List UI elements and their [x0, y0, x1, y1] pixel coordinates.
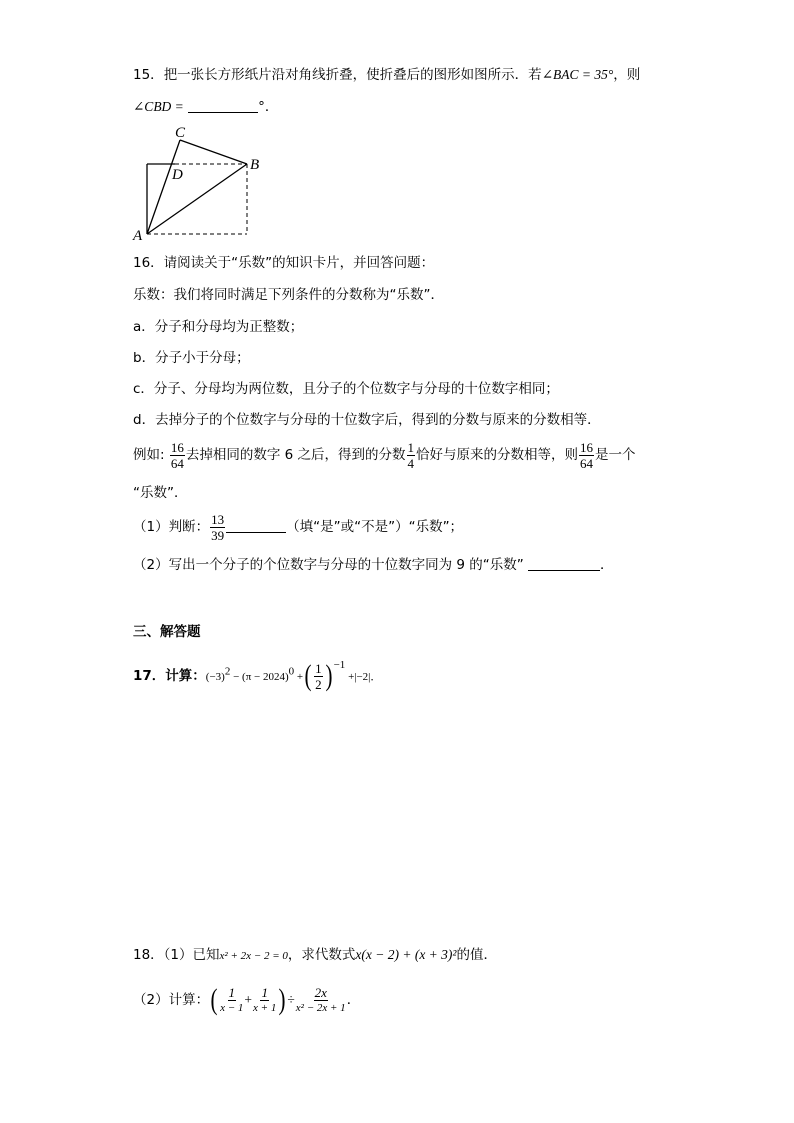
fraction-13-39: [210, 512, 225, 543]
q15-ask: ∠CBD =: [133, 99, 184, 114]
q16-cond-c: c．分子、分母均为两位数，且分子的个位数字与分母的十位数字相同；: [133, 381, 559, 397]
q17-exp-a: 2: [224, 665, 231, 678]
part1-suffix: （填“是”或“不是”）“乐数”；: [286, 519, 464, 535]
right-paren: ): [325, 659, 333, 692]
q16-example: [133, 438, 636, 472]
q18-p2-prefix: （2）计算：: [133, 992, 210, 1008]
fraction-16-64-b: [579, 440, 594, 471]
q17-exp-b: 0: [288, 665, 295, 678]
plus-sign: +: [244, 992, 253, 1007]
frac-den: x + 1: [253, 1001, 277, 1014]
q15-line1: [133, 66, 640, 84]
q18-p1-mid: ，求代数式: [287, 947, 356, 963]
example-end: 是一个: [595, 447, 636, 463]
label-B: B: [250, 157, 260, 173]
q15-condition: ∠BAC = 35°: [541, 67, 614, 82]
q17: [133, 648, 381, 694]
q16-part1: [133, 510, 463, 544]
example-mid: 去掉相同的数字 6 之后，得到的分数: [185, 447, 406, 463]
q15-degree: °．: [258, 99, 279, 115]
frac-num: 1: [261, 984, 268, 1000]
frac-den: 64: [170, 455, 184, 471]
frac-num: 1: [407, 439, 415, 455]
segment-CB: [180, 140, 247, 164]
q18-p1-end: 的值．: [456, 947, 497, 963]
right-paren: ): [278, 983, 286, 1016]
frac-num: 1: [315, 660, 322, 676]
part2-end: ．: [600, 557, 614, 573]
q16-example-end2: “乐数”．: [133, 485, 188, 501]
frac-num: 16: [580, 439, 594, 455]
segment-AC: [147, 140, 180, 234]
q17-exp-c: −1: [333, 659, 346, 671]
q15-figure: [132, 124, 267, 242]
q17-plus: +: [294, 671, 304, 683]
q16-definition: 乐数：我们将同时满足下列条件的分数称为“乐数”．: [133, 287, 444, 303]
part2-answer-blank[interactable]: [528, 556, 600, 571]
fraction-1-4: [407, 440, 416, 471]
q17-expr-a: (−3): [205, 671, 225, 683]
fraction-1-over-x-plus-1: [253, 985, 276, 1016]
q15-text: 把一张长方形纸片沿对角线折叠，使折叠后的图形如图所示．若: [163, 67, 542, 83]
left-paren: (: [304, 659, 312, 692]
q17-tail: +|−2|．: [345, 671, 382, 683]
q18-part2: [133, 980, 360, 1020]
frac-den: 2: [315, 676, 322, 692]
q15-number: 15．: [133, 67, 164, 83]
section-title: 三、解答题: [133, 624, 201, 640]
q18-part1: [133, 946, 497, 965]
q18-p1-expr: x(x − 2) + (x + 3)²: [355, 947, 457, 962]
part1-prefix: （1）判断：: [133, 519, 210, 535]
q17-expr-b: − (π − 2024): [230, 671, 289, 683]
left-paren: (: [210, 983, 218, 1016]
frac-num: 2x: [314, 984, 327, 1000]
q18-p2-end: ．: [346, 992, 361, 1008]
frac-num: 1: [228, 984, 235, 1000]
q16-part2: [133, 556, 614, 574]
q16-cond-a: a．分子和分母均为正整数；: [133, 319, 304, 335]
q18-p1-cond: x² + 2x − 2 = 0: [219, 950, 288, 962]
q16-cond-d: d．去掉分子的个位数字与分母的十位数字后，得到的分数与原来的分数相等．: [133, 412, 601, 428]
frac-num: 13: [211, 511, 225, 527]
segment-AB: [147, 164, 247, 234]
label-D: D: [172, 167, 183, 183]
part1-answer-blank[interactable]: [226, 518, 286, 533]
example-mid2: 恰好与原来的分数相等，则: [416, 447, 579, 463]
label-A: A: [133, 228, 143, 242]
frac-den: x² − 2x + 1: [295, 1001, 346, 1014]
q17-label: 17．计算：: [133, 668, 206, 684]
fraction-half: [314, 661, 323, 692]
q15-line2: [133, 98, 278, 116]
q18-p1-prefix: 18．（1）已知: [133, 947, 220, 963]
q16-cond-b: b．分子小于分母；: [133, 350, 250, 366]
frac-den: 39: [211, 527, 225, 543]
q16-intro: 16．请阅读关于“乐数”的知识卡片，并回答问题：: [133, 255, 435, 271]
fraction-1-over-x-minus-1: [220, 985, 243, 1016]
example-prefix: 例如:: [133, 447, 165, 463]
q15-then: ，则: [613, 67, 641, 83]
frac-den: 64: [580, 455, 594, 471]
frac-den: 4: [407, 455, 415, 471]
frac-num: 16: [170, 439, 184, 455]
divide-sign: ÷: [287, 992, 295, 1007]
fraction-16-64: [170, 440, 185, 471]
fraction-2x: [296, 985, 346, 1016]
q15-answer-blank[interactable]: [188, 98, 258, 113]
part2-text: （2）写出一个分子的个位数字与分母的十位数字同为 9 的“乐数”: [133, 557, 524, 573]
frac-den: x − 1: [220, 1001, 244, 1014]
label-C: C: [175, 125, 186, 141]
